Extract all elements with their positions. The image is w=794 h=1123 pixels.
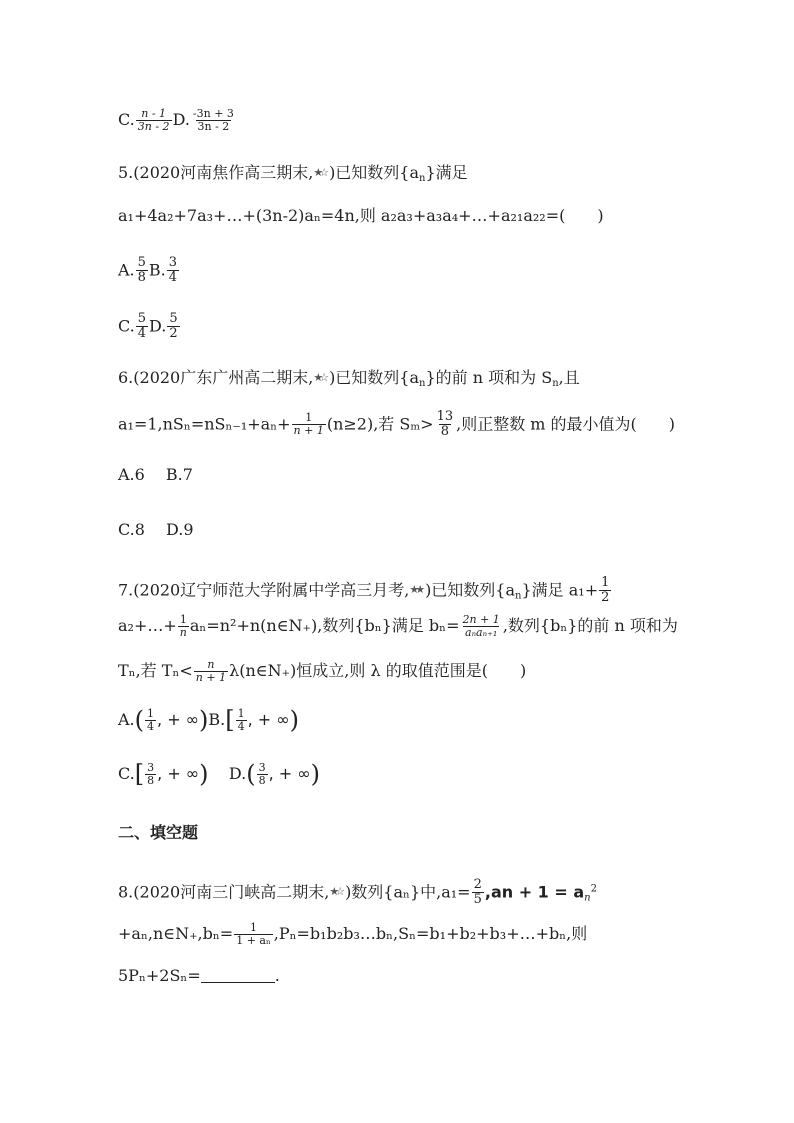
- q6-stem-c: ,且: [558, 368, 580, 387]
- q6-options-ab: A.6 B.7: [118, 465, 193, 484]
- close-paren: ): [310, 760, 320, 789]
- q7-stem-line1: 7.(2020辽宁师范大学附属中学高三月考,★★ )已知数列$\{a_n\}$满足 a₁+ $\frac{1}{2}$: [118, 575, 610, 606]
- q8-f1-num: 2: [473, 877, 482, 892]
- q5-option-b-label: B.: [148, 260, 166, 280]
- q5-stem-a: )已知数列{a: [329, 163, 420, 182]
- q6-stem-line2: [118, 410, 675, 440]
- q7-a-den: 4: [147, 720, 155, 734]
- q6-line2-b: (n≥2),若 Sₘ>: [326, 414, 434, 434]
- q7-option-d-fraction: [257, 762, 268, 787]
- q5-options-ab: [118, 256, 180, 286]
- q8-stem-a: )数列{aₙ}中,a₁=: [345, 882, 471, 902]
- open-bracket: [: [134, 760, 145, 789]
- q7-f4-den: n + 1: [195, 671, 227, 685]
- q6-stem-line1: 6.(2020广东广州高二期末,★☆ )已知数列$\{a_n\}$的前 n 项和为 $S_n$,且: [118, 368, 580, 389]
- q6-f2-num: 13: [436, 409, 454, 424]
- q5-stem-line1: 5.(2020河南焦作高三期末,★☆ )已知数列$\{a_n\}$满足: [118, 163, 468, 184]
- section-heading-fill-in: 二、填空题: [118, 823, 199, 842]
- q5-b-den: 4: [168, 270, 178, 286]
- q7-f1-den: 2: [601, 590, 610, 606]
- open-bracket: [: [225, 706, 235, 735]
- q7-line3-a: Tₙ,若 Tₙ<: [118, 661, 193, 681]
- q7-line3-b: λ(n∈N₊)恒成立,则 λ 的取值范围是( ): [229, 661, 527, 681]
- q4-options-cd: [118, 108, 237, 133]
- q7-source: 7.(2020辽宁师范大学附属中学高三月考,: [118, 580, 410, 600]
- q7-f4-num: n: [207, 658, 215, 671]
- q7-f1-num: 1: [601, 575, 610, 590]
- q7-option-d-tail: , + ∞: [268, 764, 311, 784]
- q4-d-numerator: -3n + 3: [192, 107, 234, 120]
- q5-c-den: 4: [137, 326, 147, 342]
- q8-stem-line1: 8.(2020河南三门峡高二期末,★☆ )数列{aₙ}中,a₁= $\frac{2}{5}$ $,an + 1 = a_n^2$: [118, 877, 597, 908]
- q6-source: 6.(2020广东广州高二期末,: [118, 368, 314, 387]
- q7-fraction-3: [461, 614, 502, 639]
- q8-f1-den: 5: [473, 892, 482, 908]
- q4-option-d-label: D.: [172, 110, 190, 130]
- q7-line2-b: aₙ=n²+n(n∈N₊),数列{bₙ}满足 bₙ=: [189, 616, 460, 636]
- q7-stem-a: )已知数列{a: [425, 580, 516, 600]
- close-paren: ): [289, 706, 299, 735]
- q5-option-c-label: C.: [118, 316, 135, 336]
- q6-line2-c: ,则正整数 m 的最小值为( ): [456, 414, 676, 434]
- q7-b-num: 1: [237, 707, 245, 720]
- q5-a-den: 8: [137, 270, 146, 286]
- q7-fraction-2: [178, 614, 189, 639]
- q7-f2-num: 1: [179, 613, 187, 626]
- q7-f3-num: 2n + 1: [462, 613, 500, 626]
- q7-option-c-tail: , + ∞: [157, 764, 200, 784]
- q8-stem-line3: [118, 968, 280, 984]
- q7-stem-line2: [118, 614, 678, 639]
- q4-d-denominator: 3n - 2: [197, 120, 230, 134]
- q5-source: 5.(2020河南焦作高三期末,: [118, 163, 314, 182]
- q5-stem-b: }满足: [425, 163, 468, 182]
- q8-source: 8.(2020河南三门峡高二期末,: [118, 882, 330, 902]
- q5-option-a-fraction: [136, 256, 148, 286]
- q8-line3: 5Pₙ+2Sₙ=: [118, 966, 201, 985]
- q7-option-a-label: A.: [118, 710, 135, 730]
- q8-fraction-1: [472, 878, 484, 908]
- q7-options-ab: [118, 708, 299, 733]
- q5-option-a-label: A.: [118, 260, 135, 280]
- q7-d-num: 3: [258, 761, 266, 774]
- q8-f2-num: 1: [249, 921, 257, 934]
- open-paren: (: [134, 706, 145, 735]
- q7-a-num: 1: [147, 707, 155, 720]
- q5-d-num: 5: [169, 311, 178, 326]
- difficulty-star-icon: ★☆: [313, 371, 326, 384]
- q8-line3-end: .: [274, 966, 280, 985]
- q7-option-c-label: C.: [118, 764, 135, 784]
- q4-option-c-label: C.: [118, 110, 135, 130]
- q5-option-c-fraction: [136, 312, 148, 342]
- q4-c-denominator: 3n - 2: [137, 120, 170, 134]
- q7-fraction-1: [599, 576, 611, 606]
- q8-line2-a: +aₙ,n∈N₊,bₙ=: [118, 924, 234, 944]
- q7-d-den: 8: [258, 774, 266, 788]
- q7-line2-c: ,数列{bₙ}的前 n 项和为: [502, 616, 678, 636]
- q7-f3-den: aₙaₙ₊₁: [465, 626, 498, 640]
- difficulty-star-icon: ★★: [409, 583, 422, 597]
- q6-stem-a: )已知数列{a: [329, 368, 420, 387]
- q5-stem-line2: a₁+4a₂+7a₃+…+(3n-2)aₙ=4n,则 a₂a₃+a₃a₄+…+a₂₁a₂₂=( ): [118, 206, 604, 225]
- q7-b-den: 4: [237, 720, 245, 734]
- q6-fraction-1: [292, 412, 326, 437]
- q8-f2-den: 1 + aₙ: [236, 934, 271, 948]
- q7-option-a-fraction: [145, 708, 156, 733]
- q5-b-num: 3: [168, 255, 178, 270]
- q4-c-numerator: n - 1: [141, 107, 167, 120]
- difficulty-star-icon: ★☆: [313, 166, 326, 179]
- q5-option-d-fraction: [167, 312, 179, 342]
- q7-c-num: 3: [147, 761, 155, 774]
- q5-option-b-fraction: [167, 256, 179, 286]
- q7-option-b-tail: , + ∞: [247, 710, 290, 730]
- q7-option-b-label: B.: [208, 710, 226, 730]
- q8-fraction-2: [234, 922, 273, 947]
- q7-f2-den: n: [179, 626, 187, 640]
- q7-stem-line3: [118, 659, 526, 684]
- q6-f1-num: 1: [305, 411, 313, 425]
- q6-options-cd: C.8 D.9: [118, 520, 194, 539]
- q7-option-a-tail: , + ∞: [157, 710, 200, 730]
- q7-option-b-fraction: [236, 708, 247, 733]
- q8-recurrence: ,an + 1 = a: [484, 882, 585, 902]
- q4-option-c-fraction: [136, 108, 172, 133]
- q7-option-d-label: D.: [228, 764, 247, 784]
- open-paren: (: [246, 760, 256, 789]
- answer-blank[interactable]: [201, 982, 275, 983]
- q7-option-c-fraction: [145, 762, 156, 787]
- q5-c-num: 5: [137, 311, 147, 326]
- q7-line2-a: a₂+…+: [118, 616, 177, 636]
- q6-stem-b: }的前 n 项和为 S: [425, 368, 553, 387]
- difficulty-star-icon: ★☆: [329, 885, 342, 899]
- q5-d-den: 2: [169, 326, 178, 342]
- q7-fraction-4: [194, 659, 228, 684]
- close-paren: ): [199, 706, 209, 735]
- q8-line2-b: ,Pₙ=b₁b₂b₃…bₙ,Sₙ=b₁+b₂+b₃+…+bₙ,则: [273, 924, 588, 944]
- q5-options-cd: [118, 312, 181, 342]
- q6-line2-a: a₁=1,nSₙ=nSₙ₋₁+aₙ+: [118, 414, 291, 434]
- q6-fraction-2: [435, 410, 456, 440]
- q4-option-d-fraction: [191, 108, 236, 133]
- q6-f2-den: 8: [440, 424, 449, 440]
- q6-f1-den: n + 1: [293, 424, 324, 438]
- q7-stem-b: }满足 a₁+: [521, 580, 599, 600]
- q8-stem-line2: [118, 922, 587, 947]
- q5-a-num: 5: [137, 255, 146, 270]
- q7-options-cd: [118, 762, 320, 787]
- q7-c-den: 8: [147, 774, 155, 788]
- q5-option-d-label: D.: [149, 316, 167, 336]
- close-paren: ): [199, 760, 209, 789]
